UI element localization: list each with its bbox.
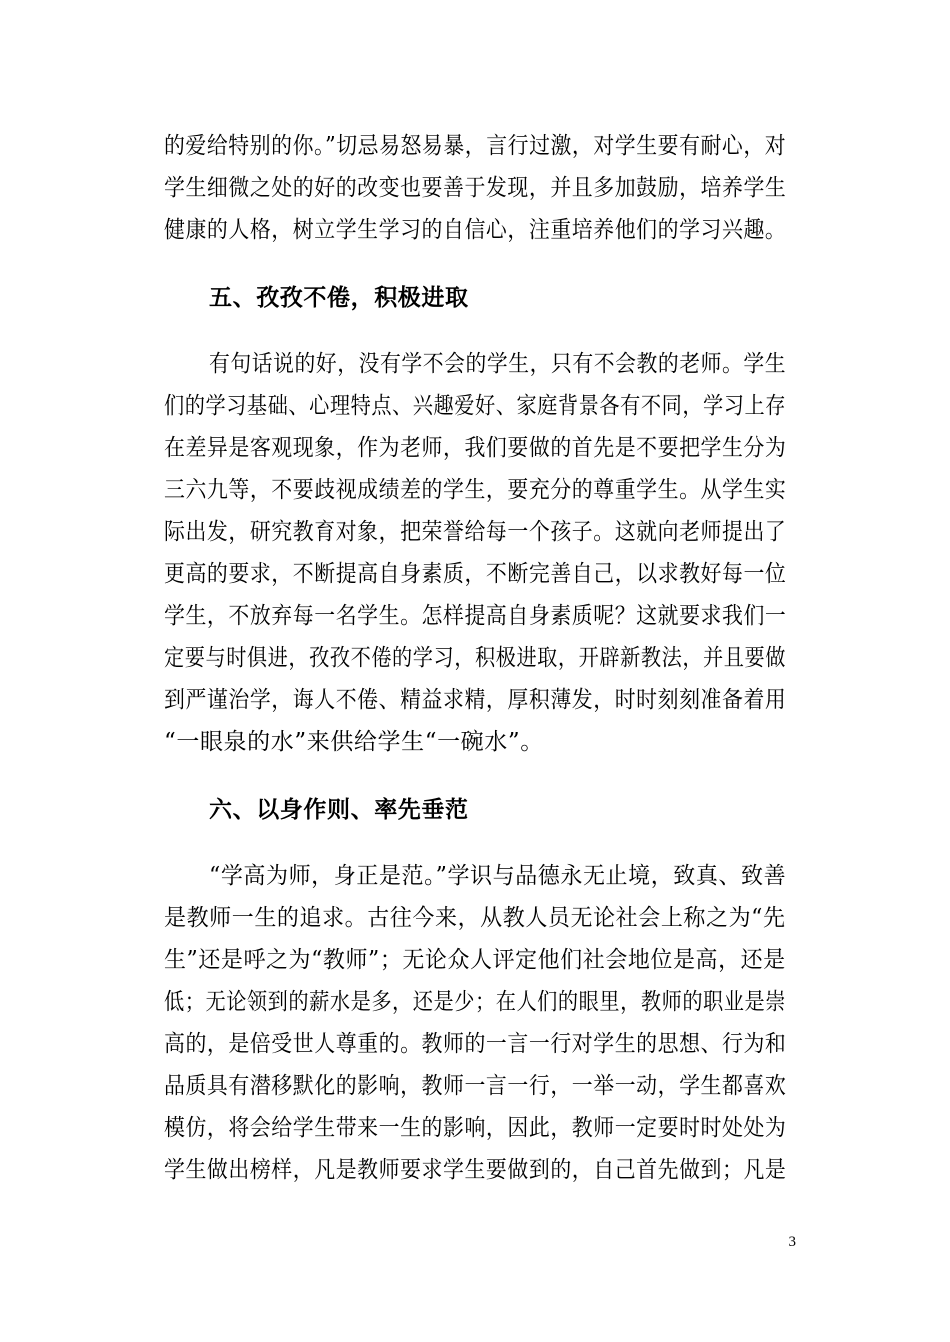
line-text: 是教师一生的追求。古往今来，从教人员无论社会上称之为“先 xyxy=(164,905,786,931)
line-text: 到严谨治学，诲人不倦、精益求精，厚积薄发，时时刻刻准备着用 xyxy=(164,687,787,713)
line-text: 健康的人格，树立学生学习的自信心，注重培养他们的学习兴趣。 xyxy=(164,217,787,243)
line-text: 模仿，将会给学生带来一生的影响，因此，教师一定要时时处处为 xyxy=(164,1115,787,1141)
line-text: 定要与时俱进，孜孜不倦的学习，积极进取，开辟新教法，并且要做 xyxy=(164,645,786,671)
section-heading-text: 五、孜孜不倦，积极进取 xyxy=(209,284,469,311)
line-text: 生”还是呼之为“教师”；无论众人评定他们社会地位是高，还是 xyxy=(164,947,786,973)
line-text: 在差异是客观现象，作为老师，我们要做的首先是不要把学生分为 xyxy=(164,435,787,461)
line-text: 的爱给特别的你。”切忌易怒易暴，言行过激，对学生要有耐心，对 xyxy=(164,133,787,159)
line-text: 学生，不放弃每一名学生。怎样提高自身素质呢？这就要求我们一 xyxy=(164,603,787,629)
page-number: 3 xyxy=(788,1234,796,1250)
line-text: 学生细微之处的好的改变也要善于发现，并且多加鼓励，培养学生 xyxy=(164,175,787,201)
line-text: “一眼泉的水”来供给学生“一碗水”。 xyxy=(164,729,544,755)
line-text: 更高的要求，不断提高自身素质，不断完善自己，以求教好每一位 xyxy=(164,561,787,587)
line-text: “学高为师，身正是范。”学识与品德永无止境，致真、致善 xyxy=(209,863,787,889)
line-text: 们的学习基础、心理特点、兴趣爱好、家庭背景各有不同，学习上存 xyxy=(164,393,786,419)
line-text: 际出发，研究教育对象，把荣誉给每一个孩子。这就向老师提出了 xyxy=(164,519,787,545)
line-text: 有句话说的好，没有学不会的学生，只有不会教的老师。学生 xyxy=(209,351,787,377)
section-heading-text: 六、以身作则、率先垂范 xyxy=(209,796,469,823)
line-text: 学生做出榜样，凡是教师要求学生要做到的，自己首先做到；凡是 xyxy=(164,1157,787,1183)
line-text: 品质具有潜移默化的影响，教师一言一行，一举一动，学生都喜欢 xyxy=(164,1073,787,1099)
line-text: 高的，是倍受世人尊重的。教师的一言一行对学生的思想、行为和 xyxy=(164,1031,787,1057)
line-text: 三六九等，不要歧视成绩差的学生，要充分的尊重学生。从学生实 xyxy=(164,477,787,503)
line-text: 低；无论领到的薪水是多，还是少；在人们的眼里，教师的职业是崇 xyxy=(164,989,786,1015)
